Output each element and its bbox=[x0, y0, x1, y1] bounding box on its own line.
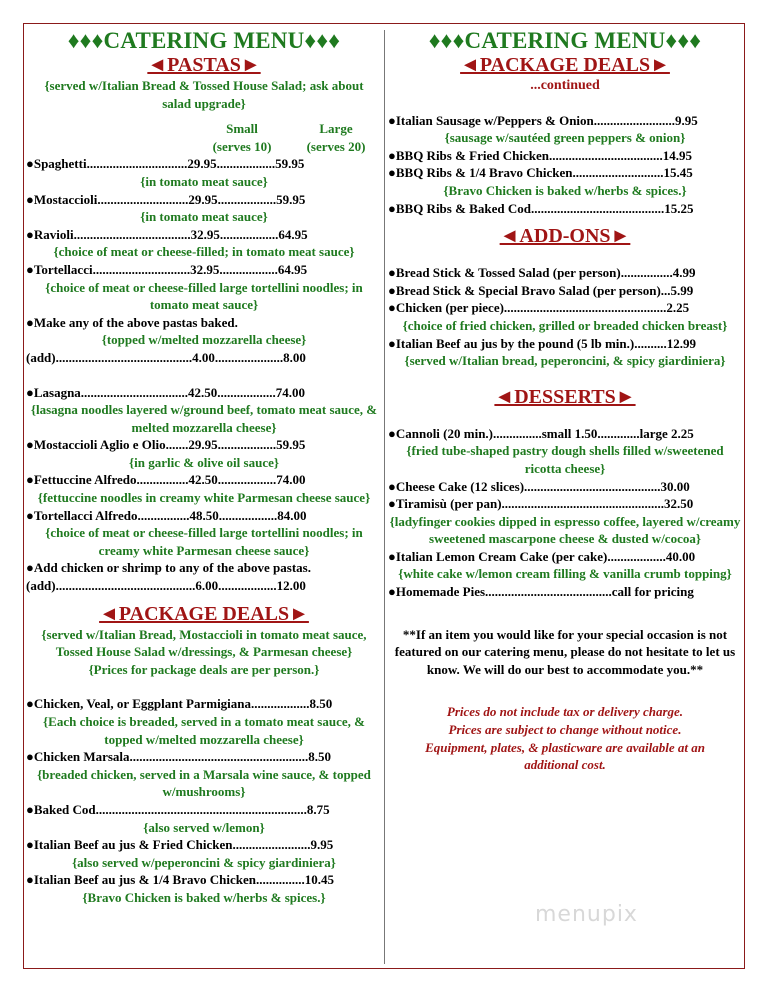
right-column bbox=[388, 28, 742, 774]
package-item-note: {Bravo Chicken is baked w/herbs & spices.} bbox=[82, 889, 326, 905]
pasta-item bbox=[26, 436, 382, 471]
dessert-line: ●Homemade Pies.......................................call for pricing bbox=[388, 584, 694, 600]
addon-line: ●Bread Stick & Tossed Salad (per person)................4.99 bbox=[388, 265, 696, 281]
dessert-item bbox=[388, 478, 742, 496]
pasta-item bbox=[26, 155, 382, 190]
pasta-line: ●Spaghetti...............................29.95..................59.95 bbox=[26, 156, 305, 172]
baked-price: (add)..........................................4.00.....................8.00 bbox=[26, 349, 306, 365]
addon-note: {served w/Italian bread, peperoncini, & spicy giardiniera} bbox=[404, 353, 726, 369]
addon-item bbox=[388, 264, 742, 282]
pasta-line: ●Lasagna.................................42.50..................74.00 bbox=[26, 384, 306, 400]
pasta-line: ●Mostaccioli Aglio e Olio.......29.95..................59.95 bbox=[26, 437, 306, 453]
right-title: ♦♦♦CATERING MENU♦♦♦ bbox=[428, 28, 702, 53]
package-item-note: {Bravo Chicken is baked w/herbs & spices.} bbox=[443, 182, 687, 198]
pasta-note: {lasagna noodles layered w/ground beef, tomato meat sauce, & melted mozzarella cheese} bbox=[30, 402, 378, 435]
dessert-item bbox=[388, 583, 742, 601]
pasta-line: ●Tortellacci..............................32.95..................64.95 bbox=[26, 261, 308, 277]
pasta-line: ●Ravioli....................................32.95..................64.95 bbox=[26, 226, 308, 242]
package-header: ◄PACKAGE DEALS► bbox=[99, 602, 309, 625]
pasta-item bbox=[26, 384, 382, 437]
addon-line: ●Chicken (per piece)..................................................2.25 bbox=[388, 300, 690, 316]
special-occasion-note: **If an item you would like for your special occasion is not featured on our catering menu, please do not hesitate to let us know. We will do our best to accommodate you.** bbox=[394, 626, 736, 677]
addon-line: ●Bread Stick & Special Bravo Salad (per person)...5.99 bbox=[388, 282, 694, 298]
pasta-item bbox=[26, 261, 382, 314]
fine-print-equipment: Equipment, plates, & plasticware are available at an additional cost. bbox=[425, 739, 705, 773]
package-line: ●BBQ Ribs & Baked Cod.........................................15.25 bbox=[388, 200, 694, 216]
package-item-note: {breaded chicken, served in a Marsala wine sauce, & topped w/mushrooms} bbox=[37, 766, 371, 800]
pasta-note: {in garlic & olive oil sauce} bbox=[129, 454, 279, 470]
package-item-note: {Each choice is breaded, served in a tomato meat sauce, & topped w/melted mozzarella cheese} bbox=[43, 714, 365, 747]
package-item bbox=[388, 200, 742, 218]
pasta-item bbox=[26, 226, 382, 261]
package-item bbox=[388, 164, 742, 199]
package-note: {served w/Italian Bread, Mostaccioli in tomato meat sauce, Tossed House Salad w/dressings, & Parmesan cheese} bbox=[41, 626, 367, 660]
column-divider bbox=[384, 30, 385, 964]
package-item bbox=[26, 748, 382, 801]
addon-line: ●Italian Beef au jus by the pound (5 lb min.)..........12.99 bbox=[388, 335, 696, 351]
package-item bbox=[26, 801, 382, 836]
package-header-continued: ◄PACKAGE DEALS► bbox=[460, 54, 670, 76]
baked-note: {topped w/melted mozzarella cheese} bbox=[101, 332, 307, 348]
package-item bbox=[388, 112, 742, 147]
addons-header: ◄ADD-ONS► bbox=[499, 225, 631, 248]
dessert-item bbox=[388, 495, 742, 548]
pasta-line: ●Tortellacci Alfredo................48.50..................84.00 bbox=[26, 507, 307, 523]
pasta-note: {choice of meat or cheese-filled; in tomato meat sauce} bbox=[53, 244, 355, 260]
addon-note: {choice of fried chicken, grilled or breaded chicken breast} bbox=[402, 317, 728, 333]
fine-print-change: Prices are subject to change without notice. bbox=[448, 722, 682, 738]
size-small: Small bbox=[226, 121, 258, 137]
dessert-line: ●Cheese Cake (12 slices)..........................................30.00 bbox=[388, 478, 690, 494]
dessert-item bbox=[388, 548, 742, 583]
size-headers bbox=[26, 120, 382, 155]
pasta-item bbox=[26, 191, 382, 226]
package-item-note: {also served w/lemon} bbox=[143, 819, 265, 835]
size-small-serves: (serves 10) bbox=[212, 138, 272, 154]
dessert-note: {fried tube-shaped pastry dough shells filled w/sweetened ricotta cheese} bbox=[406, 443, 724, 476]
pasta-note: {in tomato meat sauce} bbox=[140, 173, 268, 189]
baked-line: ●Make any of the above pastas baked. bbox=[26, 314, 238, 330]
menupix-watermark: menupix bbox=[535, 902, 638, 927]
dessert-line: ●Tiramisù (per pan)..................................................32.50 bbox=[388, 496, 694, 512]
dessert-line: ●Italian Lemon Cream Cake (per cake)..................40.00 bbox=[388, 548, 696, 564]
package-item-note: {also served w/peperoncini & spicy giardiniera} bbox=[72, 854, 336, 870]
addon-item bbox=[388, 299, 742, 334]
continued-label: ...continued bbox=[530, 78, 600, 93]
pasta-note: {choice of meat or cheese-filled large tortellini noodles; in tomato meat sauce} bbox=[45, 279, 363, 313]
pasta-item bbox=[26, 471, 382, 506]
package-line: ●Chicken, Veal, or Eggplant Parmigiana..................8.50 bbox=[26, 696, 333, 712]
size-large: Large bbox=[319, 121, 353, 137]
package-item bbox=[26, 836, 382, 871]
package-line: ●Chicken Marsala.......................................................8.50 bbox=[26, 749, 332, 765]
package-line: ●BBQ Ribs & 1/4 Bravo Chicken............................15.45 bbox=[388, 165, 693, 181]
pasta-note: {fettuccine noodles in creamy white Parmesan cheese sauce} bbox=[37, 490, 371, 506]
size-large-serves: (serves 20) bbox=[306, 138, 366, 154]
package-item-note: {sausage w/sautéed green peppers & onion} bbox=[444, 130, 686, 146]
package-item bbox=[26, 871, 382, 906]
package-line: ●Italian Beef au jus & Fried Chicken........................9.95 bbox=[26, 837, 334, 853]
pastas-note: {served w/Italian Bread & Tossed House Salad; ask about salad upgrade} bbox=[44, 78, 364, 111]
pasta-note: {choice of meat or cheese-filled large tortellini noodles; in creamy white Parmesan cheese sauce} bbox=[45, 525, 363, 558]
pasta-line: ●Fettuccine Alfredo................42.50..................74.00 bbox=[26, 472, 306, 488]
pasta-note: {in tomato meat sauce} bbox=[140, 209, 268, 225]
desserts-header: ◄DESSERTS► bbox=[494, 385, 636, 408]
addon-item bbox=[388, 335, 742, 370]
package-item bbox=[26, 695, 382, 748]
addon-item bbox=[388, 282, 742, 300]
addon-price: (add)...........................................6.00..................12.00 bbox=[26, 578, 306, 594]
dessert-note: {ladyfinger cookies dipped in espresso coffee, layered w/creamy sweetened mascarpone cheese & dusted w/cocoa} bbox=[389, 513, 741, 547]
pasta-line: ●Mostaccioli............................29.95..................59.95 bbox=[26, 191, 306, 207]
dessert-note: {white cake w/lemon cream filling & vanilla crumb topping} bbox=[398, 566, 732, 582]
package-line: ●Italian Beef au jus & 1/4 Bravo Chicken...............10.45 bbox=[26, 872, 334, 888]
left-title: ♦♦♦CATERING MENU♦♦♦ bbox=[67, 28, 341, 53]
package-line: ●Italian Sausage w/Peppers & Onion.........................9.95 bbox=[388, 112, 698, 128]
pasta-item bbox=[26, 507, 382, 560]
package-line: ●BBQ Ribs & Fried Chicken...................................14.95 bbox=[388, 147, 692, 163]
package-note-2: {Prices for package deals are per person.} bbox=[88, 661, 320, 677]
package-line: ●Baked Cod.................................................................8.75 bbox=[26, 801, 330, 817]
left-column bbox=[26, 28, 382, 907]
dessert-item bbox=[388, 425, 742, 478]
dessert-line: ●Cannoli (20 min.)...............small 1.50.............large 2.25 bbox=[388, 425, 694, 441]
fine-print-tax: Prices do not include tax or delivery charge. bbox=[446, 704, 684, 720]
pastas-header: ◄PASTAS► bbox=[147, 54, 261, 76]
addon-line: ●Add chicken or shrimp to any of the above pastas. bbox=[26, 560, 311, 576]
package-item bbox=[388, 147, 742, 165]
